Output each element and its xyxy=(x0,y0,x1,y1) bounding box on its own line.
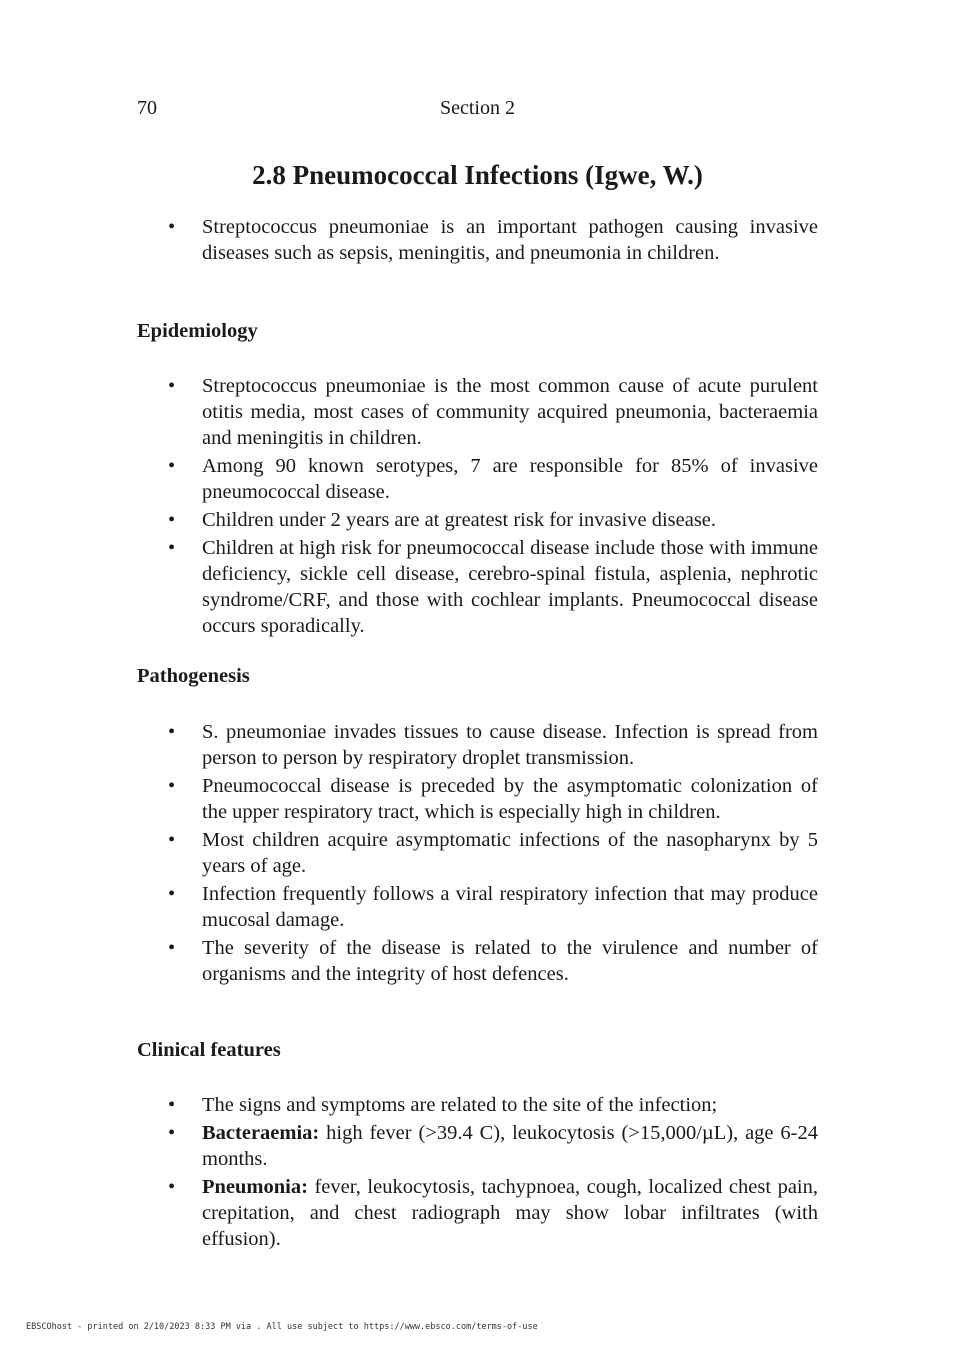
bullet-icon: • xyxy=(168,721,176,743)
bullet-icon: • xyxy=(168,1094,176,1116)
clinical-list xyxy=(168,1092,818,1254)
list-item xyxy=(168,935,818,987)
term-label: Bacteraemia: xyxy=(202,1122,320,1144)
list-item xyxy=(168,1120,818,1172)
list-item-text: Among 90 known serotypes, 7 are responsible for 85% of invasive pneumococcal disease. xyxy=(202,455,818,503)
section-heading-clinical-features: Clinical features xyxy=(137,1039,281,1061)
list-item-text: high fever (>39.4 C), leukocytosis (>15,000/µL), age 6-24 months. xyxy=(202,1122,818,1170)
pathogenesis-list xyxy=(168,719,818,989)
section-heading-epidemiology: Epidemiology xyxy=(137,320,258,342)
list-item-text: Infection frequently follows a viral respiratory infection that may produce mucosal damage. xyxy=(202,883,818,931)
list-item xyxy=(168,507,818,533)
epidemiology-list xyxy=(168,373,818,641)
bullet-icon: • xyxy=(168,1176,176,1198)
list-item xyxy=(168,719,818,771)
bullet-icon: • xyxy=(168,455,176,477)
list-item-text: The signs and symptoms are related to the site of the infection; xyxy=(202,1094,718,1116)
list-item xyxy=(168,1092,818,1118)
list-item-text: fever, leukocytosis, tachypnoea, cough, localized chest pain, crepitation, and chest radiograph may show lobar infiltrates (with effusion). xyxy=(202,1176,818,1250)
list-item xyxy=(168,453,818,505)
bullet-icon: • xyxy=(168,375,176,397)
bullet-icon: • xyxy=(168,1122,176,1144)
bullet-icon: • xyxy=(168,509,176,531)
list-item-text: S. pneumoniae invades tissues to cause disease. Infection is spread from person to person by respiratory droplet transmission. xyxy=(202,721,818,769)
list-item xyxy=(168,214,818,266)
list-item xyxy=(168,773,818,825)
list-item-text: Streptococcus pneumoniae is the most common cause of acute purulent otitis media, most cases of community acquired pneumonia, bacteraemia and meningitis in children. xyxy=(202,375,818,449)
running-head: Section 2 xyxy=(440,97,515,119)
term-label: Pneumonia: xyxy=(202,1176,308,1198)
intro-list xyxy=(168,214,818,268)
bullet-icon: • xyxy=(168,775,176,797)
section-heading-pathogenesis: Pathogenesis xyxy=(137,665,250,687)
list-item xyxy=(168,535,818,639)
page-number: 70 xyxy=(137,97,157,119)
bullet-icon: • xyxy=(168,829,176,851)
list-item xyxy=(168,373,818,451)
list-item-text: Pneumococcal disease is preceded by the asymptomatic colonization of the upper respiratory tract, which is especially high in children. xyxy=(202,775,818,823)
list-item-text: Most children acquire asymptomatic infections of the nasopharynx by 5 years of age. xyxy=(202,829,818,877)
footer-notice: EBSCOhost - printed on 2/10/2023 8:33 PM via . All use subject to https://www.ebsco.com/terms-of-use xyxy=(26,1322,538,1332)
list-item-text: Streptococcus pneumoniae is an important pathogen causing invasive diseases such as sepsis, meningitis, and pneumonia in children. xyxy=(202,216,818,264)
list-item-text: Children under 2 years are at greatest risk for invasive disease. xyxy=(202,509,717,531)
list-item xyxy=(168,881,818,933)
list-item xyxy=(168,827,818,879)
list-item-text: Children at high risk for pneumococcal disease include those with immune deficiency, sickle cell disease, cerebro-spinal fistula, asplenia, nephrotic syndrome/CRF, and those with cochlear implants. Pneumococcal disease occurs sporadically. xyxy=(202,537,818,637)
list-item xyxy=(168,1174,818,1252)
bullet-icon: • xyxy=(168,216,176,238)
bullet-icon: • xyxy=(168,537,176,559)
list-item-text: The severity of the disease is related to the virulence and number of organisms and the integrity of host defences. xyxy=(202,937,818,985)
bullet-icon: • xyxy=(168,883,176,905)
chapter-title: 2.8 Pneumococcal Infections (Igwe, W.) xyxy=(252,160,703,190)
bullet-icon: • xyxy=(168,937,176,959)
